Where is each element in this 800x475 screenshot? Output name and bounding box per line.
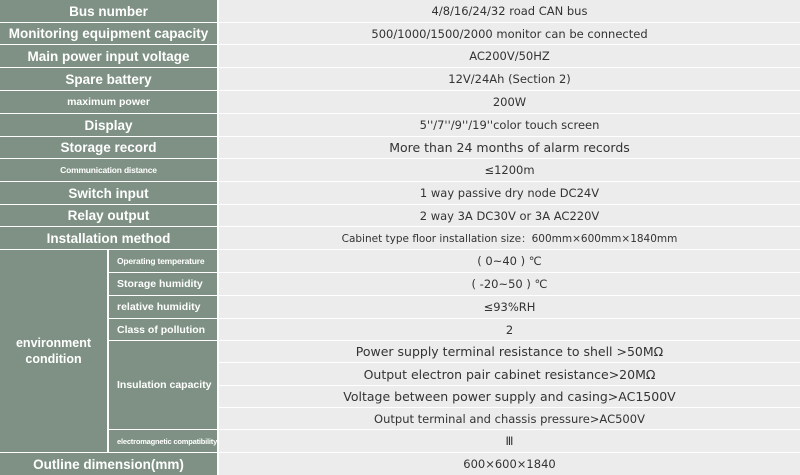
row-label-main-power-voltage: Main power input voltage — [0, 45, 217, 67]
environment-condition-label — [0, 250, 107, 452]
row-value-relay-output: 2 way 3A DC30V or 3A AC220V — [219, 205, 800, 226]
row-label-communication-distance: Communication distance — [0, 159, 217, 181]
environment-label-line2: condition — [25, 352, 82, 366]
row-value-display: 5''/7''/9''/19''color touch screen — [219, 114, 800, 136]
row-value-spare-battery: 12V/24Ah (Section 2) — [219, 68, 800, 90]
row-value-outline-dimension: 600×600×1840 — [219, 453, 800, 475]
insulation-value-3: Voltage between power supply and casing>AC1500V — [219, 386, 800, 407]
row-label-monitoring-capacity: Monitoring equipment capacity — [0, 23, 217, 44]
row-label-installation-method: Installation method — [0, 227, 217, 249]
insulation-value-4: Output terminal and chassis pressure>AC500V — [219, 408, 800, 429]
sub-value-class-of-pollution: 2 — [219, 319, 800, 340]
row-label-maximum-power: maximum power — [0, 91, 217, 113]
row-label-display: Display — [0, 114, 217, 136]
sub-value-operating-temperature: ( 0~40 ) ℃ — [219, 250, 800, 272]
row-label-spare-battery: Spare battery — [0, 68, 217, 90]
row-label-storage-record: Storage record — [0, 137, 217, 158]
insulation-value-2: Output electron pair cabinet resistance>20MΩ — [219, 363, 800, 385]
row-value-monitoring-capacity: 500/1000/1500/2000 monitor can be connected — [219, 23, 800, 44]
sub-label-relative-humidity: relative humidity — [109, 296, 217, 318]
sub-label-electromagnetic-compatibility: electromagnetic compatibility — [109, 430, 217, 452]
row-value-switch-input: 1 way passive dry node DC24V — [219, 182, 800, 204]
sub-value-electromagnetic-compatibility: Ⅲ — [219, 430, 800, 452]
sub-value-relative-humidity: ≤93%RH — [219, 296, 800, 318]
row-value-bus-number: 4/8/16/24/32 road CAN bus — [219, 0, 800, 22]
row-value-storage-record: More than 24 months of alarm records — [219, 137, 800, 158]
sub-value-storage-humidity: ( -20~50 ) ℃ — [219, 273, 800, 295]
sub-label-operating-temperature: Operating temperature — [109, 250, 217, 272]
row-value-communication-distance: ≤1200m — [219, 159, 800, 181]
sub-label-class-of-pollution: Class of pollution — [109, 319, 217, 340]
sub-label-storage-humidity: Storage humidity — [109, 273, 217, 295]
row-value-installation-method: Cabinet type floor installation size：600mm×600mm×1840mm — [219, 227, 800, 249]
row-value-main-power-voltage: AC200V/50HZ — [219, 45, 800, 67]
row-label-switch-input: Switch input — [0, 182, 217, 204]
environment-label-line1: environment — [15, 336, 91, 350]
row-value-maximum-power: 200W — [219, 91, 800, 113]
row-label-bus-number: Bus number — [0, 0, 217, 22]
insulation-value-1: Power supply terminal resistance to shell >50MΩ — [219, 341, 800, 362]
sub-label-insulation-capacity: Insulation capacity — [109, 341, 217, 429]
row-label-outline-dimension: Outline dimension(mm) — [0, 453, 217, 475]
row-label-relay-output: Relay output — [0, 205, 217, 226]
